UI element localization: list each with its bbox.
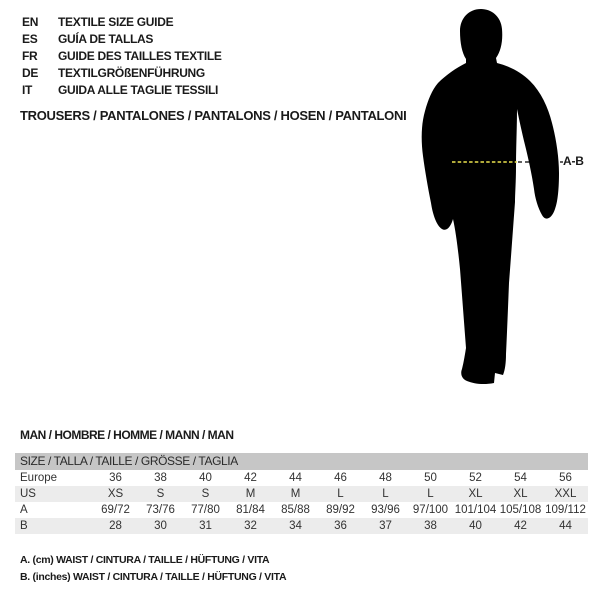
size-cell: 109/112: [545, 504, 586, 516]
size-cell: 44: [559, 520, 572, 532]
language-code: IT: [22, 83, 33, 97]
table-row-europe: [15, 470, 588, 486]
size-cell: XL: [468, 488, 483, 500]
language-title: GUIDE DES TAILLES TEXTILE: [58, 49, 222, 63]
size-cell: S: [156, 488, 165, 500]
size-cell: XXL: [554, 488, 577, 500]
size-cell: 93/96: [371, 504, 400, 516]
language-row: [22, 48, 222, 65]
size-cell: 50: [424, 472, 437, 484]
language-code: ES: [22, 32, 38, 46]
language-title: GUIDA ALLE TAGLIE TESSILI: [58, 83, 219, 97]
size-cell: XL: [513, 488, 528, 500]
language-code: DE: [22, 66, 39, 80]
size-cell: 85/88: [281, 504, 310, 516]
measure-label: A-B: [563, 154, 584, 168]
size-cell: M: [245, 488, 256, 500]
size-cell: 34: [289, 520, 302, 532]
measurement-notes: [20, 552, 286, 585]
garment-title: TROUSERS / PANTALONES / PANTALONS / HOSEN / PANTALONI: [20, 108, 407, 123]
language-row: [22, 82, 222, 99]
size-cell: 40: [199, 472, 212, 484]
row-label: Europe: [20, 472, 58, 484]
language-row: [22, 14, 222, 31]
size-cell: 37: [379, 520, 392, 532]
size-cell: 56: [559, 472, 572, 484]
table-row-us: [15, 486, 588, 502]
man-silhouette-figure: [405, 5, 595, 390]
size-cell: 40: [469, 520, 482, 532]
size-cell: 69/72: [101, 504, 130, 516]
size-cell: 42: [514, 520, 527, 532]
size-cell: 101/104: [454, 504, 497, 516]
man-silhouette: [422, 9, 559, 384]
size-cell: 38: [154, 472, 167, 484]
language-row: [22, 65, 222, 82]
language-title: TEXTILE SIZE GUIDE: [58, 15, 174, 29]
size-cell: XS: [107, 488, 124, 500]
size-cell: L: [382, 488, 389, 500]
size-cell: 31: [199, 520, 212, 532]
size-cell: 97/100: [412, 504, 449, 516]
size-cell: M: [290, 488, 301, 500]
size-cell: L: [427, 488, 434, 500]
size-cell: 36: [109, 472, 122, 484]
size-table: [15, 453, 588, 534]
size-cell: 54: [514, 472, 527, 484]
size-cell: 52: [469, 472, 482, 484]
note-a-cm: A. (cm) WAIST / CINTURA / TAILLE / HÜFTUNG / VITA: [20, 554, 270, 566]
size-cell: 30: [154, 520, 167, 532]
table-row-b-inches: [15, 518, 588, 534]
size-cell: 28: [109, 520, 122, 532]
size-cell: 77/80: [191, 504, 220, 516]
language-code: EN: [22, 15, 39, 29]
size-cell: 32: [244, 520, 257, 532]
language-title: GUÍA DE TALLAS: [58, 32, 154, 46]
size-cell: S: [201, 488, 210, 500]
size-cell: 89/92: [326, 504, 355, 516]
size-cell: 73/76: [146, 504, 175, 516]
note-b-inches: B. (inches) WAIST / CINTURA / TAILLE / HÜFTUNG / VITA: [20, 570, 287, 583]
size-cell: 42: [244, 472, 257, 484]
size-cell: 46: [334, 472, 347, 484]
language-list: [22, 14, 222, 99]
size-cell: 44: [289, 472, 302, 484]
size-cell: L: [337, 488, 344, 500]
size-cell: 81/84: [236, 504, 265, 516]
table-row-a-cm: [15, 502, 588, 518]
size-cell: 36: [334, 520, 347, 532]
language-code: FR: [22, 49, 38, 63]
row-label: B: [20, 520, 28, 532]
language-title: TEXTILGRÖßENFÜHRUNG: [58, 66, 205, 80]
size-cell: 105/108: [499, 504, 542, 516]
size-table-header: SIZE / TALLA / TAILLE / GRÖSSE / TAGLIA: [15, 453, 588, 470]
row-label: US: [20, 488, 36, 500]
size-cell: 38: [424, 520, 437, 532]
gender-title: MAN / HOMBRE / HOMME / MANN / MAN: [20, 428, 234, 442]
language-row: [22, 31, 222, 48]
size-cell: 48: [379, 472, 392, 484]
row-label: A: [20, 504, 28, 516]
